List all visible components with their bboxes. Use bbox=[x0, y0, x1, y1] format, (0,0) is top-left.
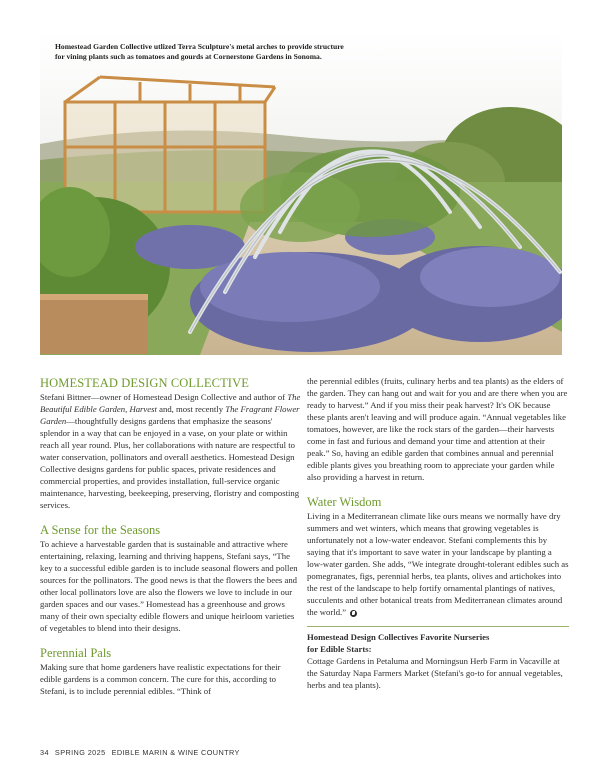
intro-text-a: Stefani Bittner—owner of Homestead Design Collective and author of bbox=[40, 392, 288, 402]
perennial-continued-paragraph: the perennial edibles (fruits, culinary herbs and tea plants) as the elders of the garden. They can hang out and wait for you and are there when you are ready to harvest.” And if you miss their peak harvest? It's OK because these plants aren't leaving and will produce again. “Annual vegetables like tomatoes, however, are like the rock stars of the garden—their harvests come in fast and furious and demand your time and attention at their peak.” So, having an edible garden that combines annual and perennial edible plants gives you breathing room to appreciate your garden while also providing a harvest in return. bbox=[307, 376, 568, 482]
nurseries-heading-line-1: Homestead Design Collectives Favorite Nurseries bbox=[307, 632, 490, 642]
photo-caption bbox=[55, 42, 385, 62]
magazine-name: EDIBLE MARIN & WINE COUNTRY bbox=[111, 748, 240, 757]
nurseries-heading-line-2: for Edible Starts: bbox=[307, 644, 372, 654]
seasons-paragraph: To achieve a harvestable garden that is sustainable and attractive where entertaining, relaxing, learning and thriving happens, Stefani says, “The key to a successful edible garden is to include seasonal flowers and pollen sources for the pollinators. The good news is that the flowers the bees and other local pollinators love are also the flowers we love to include in our garden spaces and our vases.” Homestead has a greenhouse and grows many of their own specialty edible flowers and unique heirloom varieties of vegetables to blend into their designs. bbox=[40, 539, 298, 633]
book-title-1: The Beautiful Edible Garden bbox=[40, 392, 301, 414]
intro-text-c: and, most recently bbox=[156, 404, 226, 414]
heading-perennial-pals: Perennial Pals bbox=[40, 646, 112, 660]
page-number: 34 bbox=[40, 748, 49, 757]
intro-text-d: —thoughtfully designs gardens that emphasize the seasons' splendor in a way that can be enjoyed in a vase, on your plate or within reach all year round. Plus, her collaborations with nature are respectful to water conservation, pollinators and overall aesthetics. Homestead Design Collective designs gardens for public spaces, private residences and commercial properties, and provides installation, full-service organic maintenance, harvesting, beekeeping, preserving, floristry and composting services. bbox=[40, 416, 300, 510]
left-column bbox=[40, 375, 302, 697]
caption-line-1: Homestead Garden Collective utlized Terra Sculpture's metal arches to provide structure bbox=[55, 42, 344, 51]
perennial-paragraph: Making sure that home gardeners have realistic expectations for their edible gardens is a common concern. The cure for this, according to Stefani, is to include perennial edibles. “Think of bbox=[40, 662, 281, 696]
intro-paragraph bbox=[40, 391, 302, 511]
water-text: Living in a Mediterranean climate like ours means we normally have dry summers and wet winters, which means that growing vegetables is unfortunately not a low-water endeavor. Stefani complements this by saying that it's important to save water in your landscape by planting a low-water garden. She adds, “We integrate drought-tolerant edibles such as pomegranates, figs, perennial herbs, tea plants, olives and artichokes into the rest of the landscape to help fortify ornamental plantings of natives, succulents and other botanical treats from Mediterranean climates around the world.” bbox=[307, 511, 569, 617]
heading-homestead-design-collective: HOMESTEAD DESIGN COLLECTIVE bbox=[40, 376, 249, 390]
issue-label: SPRING 2025 bbox=[54, 748, 106, 757]
garden-photo bbox=[40, 32, 562, 355]
right-column bbox=[307, 375, 569, 691]
water-paragraph bbox=[307, 510, 569, 618]
page-footer bbox=[40, 748, 246, 757]
heading-water-wisdom: Water Wisdom bbox=[307, 495, 382, 509]
nurseries-heading bbox=[307, 631, 569, 655]
caption-line-2: for vining plants such as tomatoes and gourds at Cornerstone Gardens in Sonoma. bbox=[55, 52, 322, 61]
heading-sense-for-seasons: A Sense for the Seasons bbox=[40, 523, 161, 537]
nurseries-paragraph: Cottage Gardens in Petaluma and Morningsun Herb Farm in Vacaville at the Saturday Napa Farmers Market (Stefani's go-to for annual vegetables, herbs and tea plants). bbox=[307, 656, 563, 690]
intro-text-b: , bbox=[125, 404, 130, 414]
sidebar-divider bbox=[307, 626, 569, 627]
book-title-2: Harvest bbox=[129, 404, 157, 414]
end-mark-icon bbox=[350, 610, 357, 617]
book-title-3: The Fragrant Flower Garden bbox=[40, 404, 300, 426]
